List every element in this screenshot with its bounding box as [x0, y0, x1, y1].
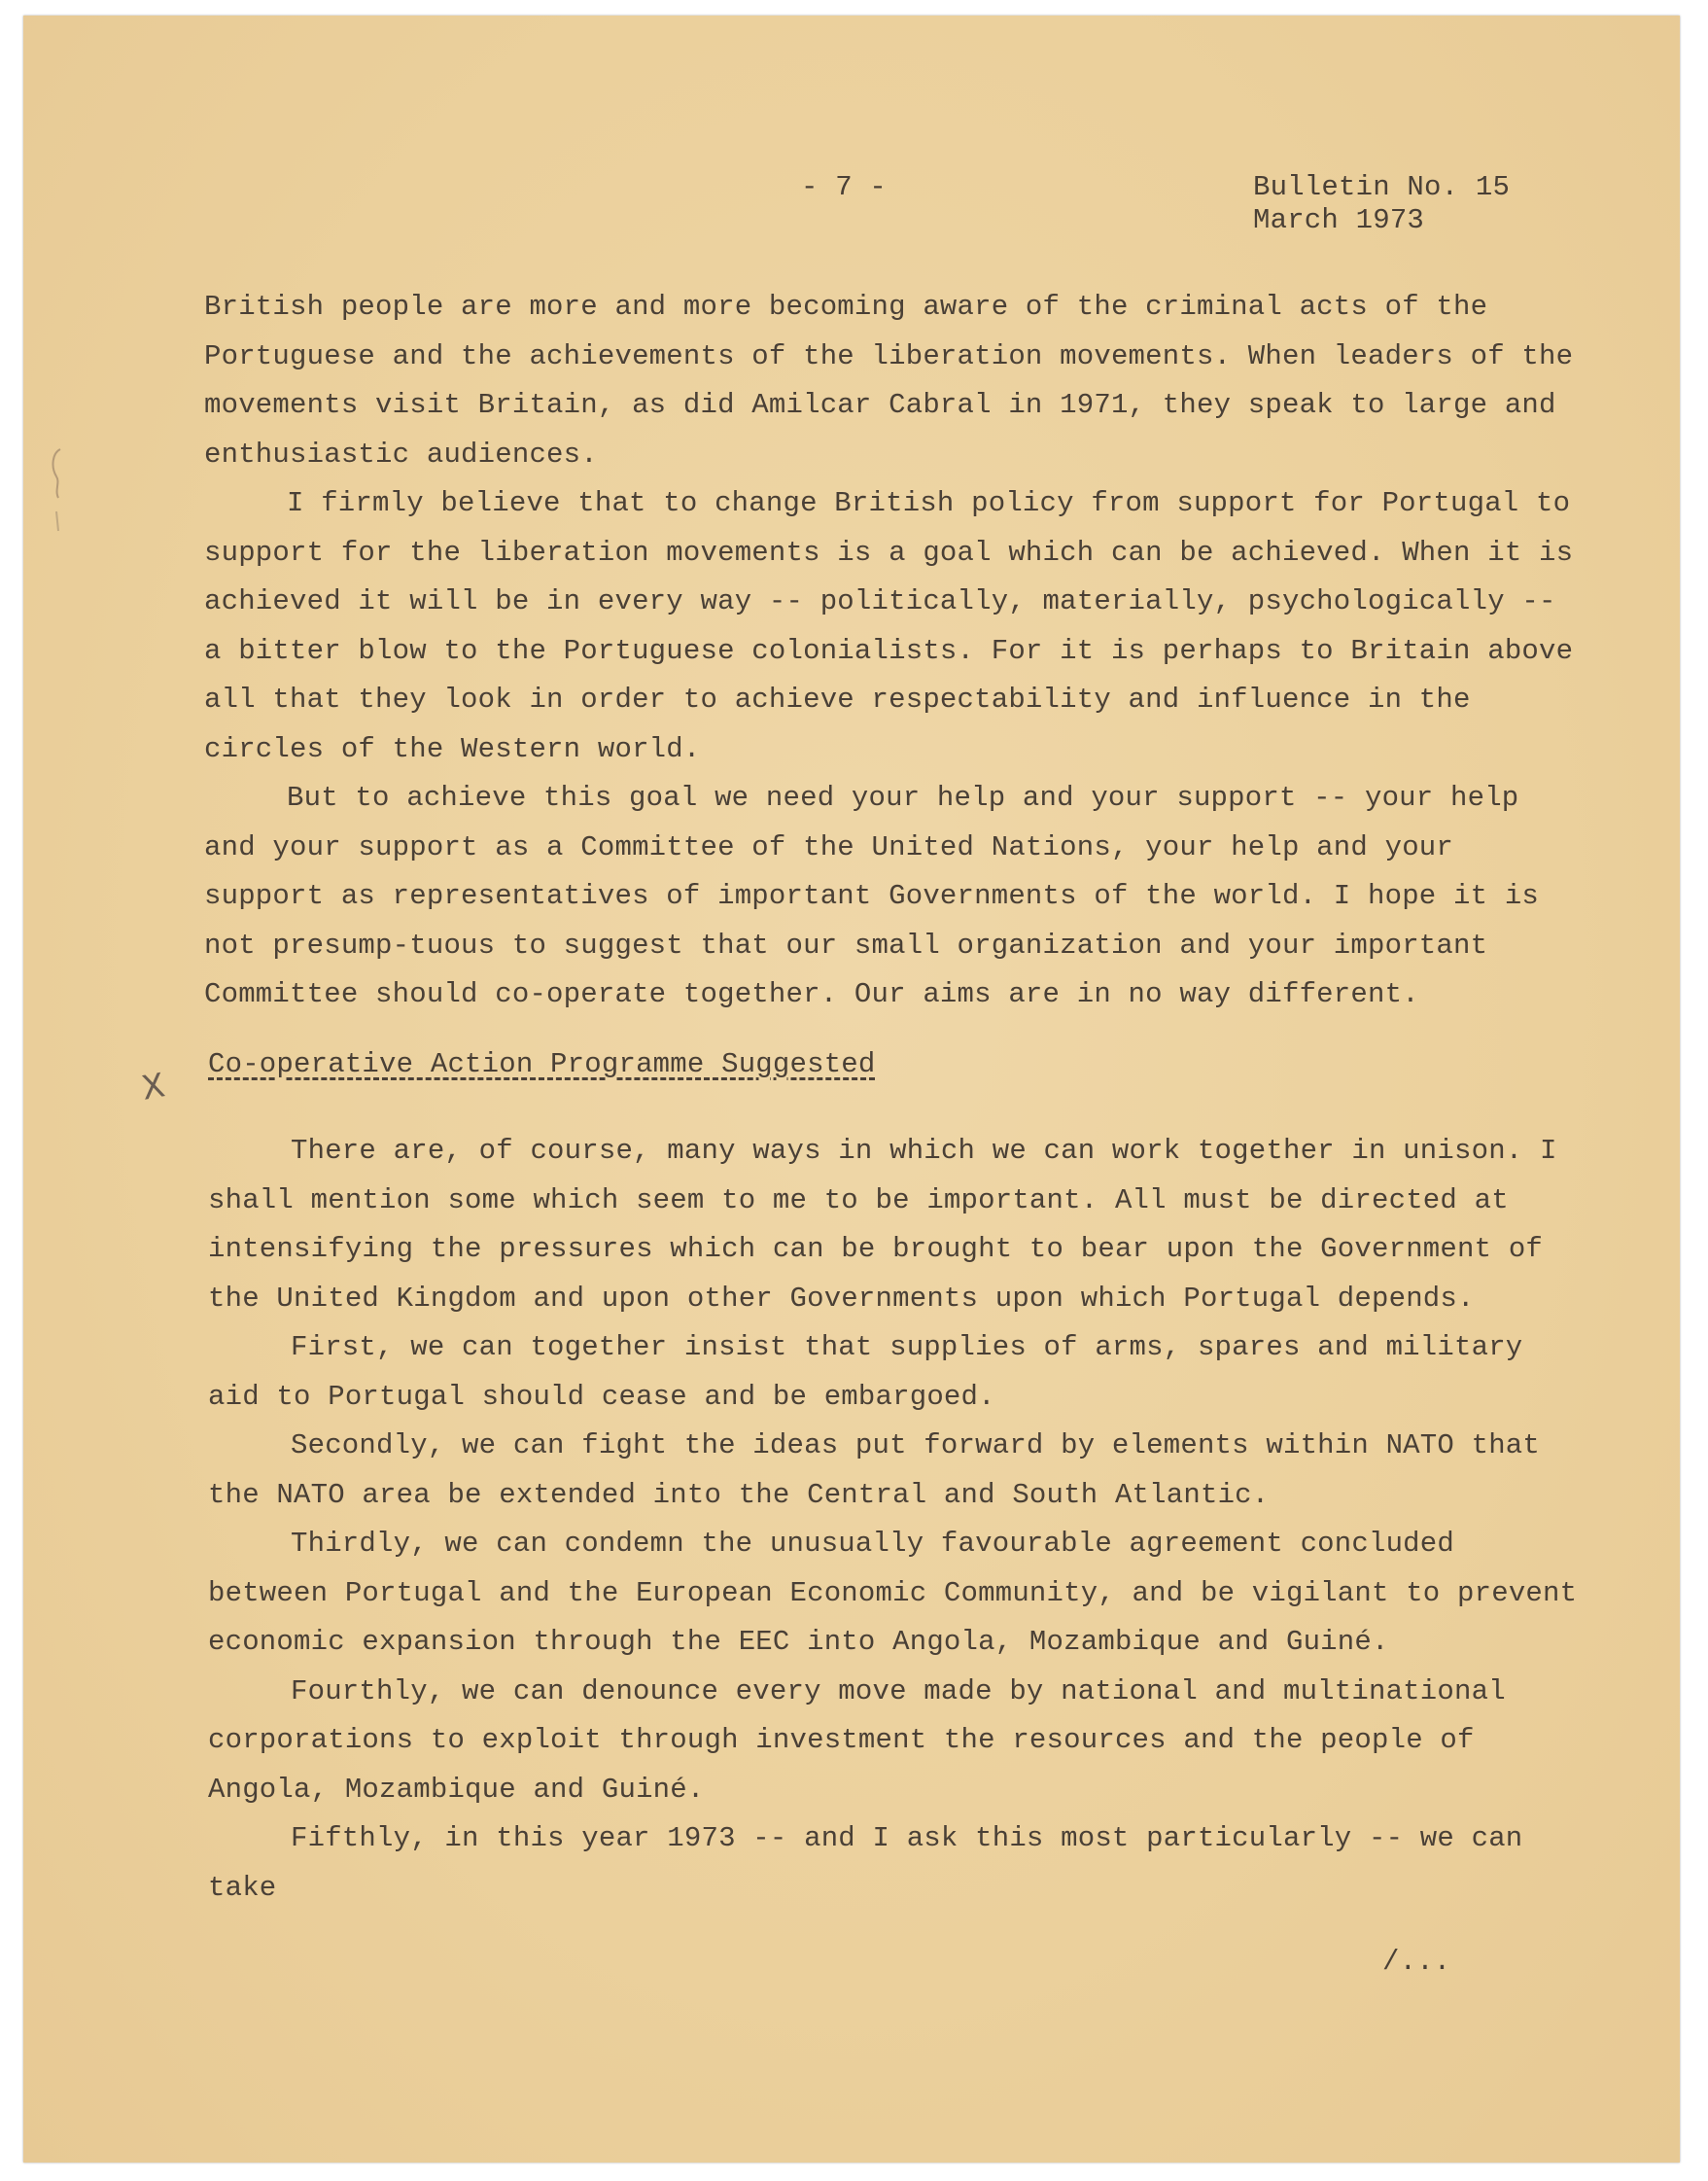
bulletin-date: March 1973 [1253, 204, 1425, 236]
paragraph: British people are more and more becoming aware of the criminal acts of the Portuguese and the achievements of the liberation movements. When leaders of the movements visit Britain, as did Amilcar Cabral in 1971, they speak to large and enthusiastic audiences. [204, 291, 1574, 471]
document-page [23, 16, 1680, 2163]
paragraph: Thirdly, we can condemn the unusually favourable agreement concluded between Portugal and the European Economic Community, and be vigilant to prevent economic expansion through the EEC into Angola, Mozambique and Guiné. [208, 1528, 1578, 1658]
margin-x-mark: X [138, 1066, 168, 1108]
bulletin-reference [1253, 171, 1510, 237]
section-heading: Co-operative Action Programme Suggested [208, 1048, 876, 1080]
page-number: - 7 - [801, 171, 888, 203]
binding-hole-mark [47, 443, 68, 560]
body-text-bottom [208, 1127, 1588, 1913]
paragraph: I firmly believe that to change British policy from support for Portugal to support for the liberation movements is a goal which can be achieved. When it is achieved it will be in every way -- politically, materially, psychologically -- a bitter blow to the Portuguese colonialists. For it is perhaps to Britain above all that they look in order to achieve respectability and influence in the circles of the Western world. [204, 487, 1574, 765]
paragraph: Secondly, we can fight the ideas put forward by elements within NATO that the NATO area be extended into the Central and South Atlantic. [208, 1429, 1541, 1511]
bulletin-number: Bulletin No. 15 [1253, 171, 1511, 203]
paragraph: There are, of course, many ways in which we can work together in unison. I shall mention some which seem to me to be important. All must be directed at intensifying the pressures which can be brought to bear upon the Government of the United Kingdom and upon other Governments upon which Portugal depends. [208, 1135, 1557, 1315]
continuation-mark: /... [1382, 1946, 1451, 1978]
paragraph: Fourthly, we can denounce every move made by national and multinational corporations to exploit through investment the resources and the people of Angola, Mozambique and Guiné. [208, 1674, 1506, 1806]
paragraph: First, we can together insist that supplies of arms, spares and military aid to Portugal should cease and be embargoed. [208, 1331, 1523, 1413]
body-text-top [204, 283, 1585, 1020]
paragraph: But to achieve this goal we need your help and your support -- your help and your support as a Committee of the United Nations, your help and your support as representatives of important Governments of the world. I hope it is not presump-tuous to suggest that our small organization and your important Committee should co-operate together. Our aims are in no way different. [204, 782, 1540, 1010]
paragraph: Fifthly, in this year 1973 -- and I ask this most particularly -- we can take [208, 1822, 1523, 1904]
